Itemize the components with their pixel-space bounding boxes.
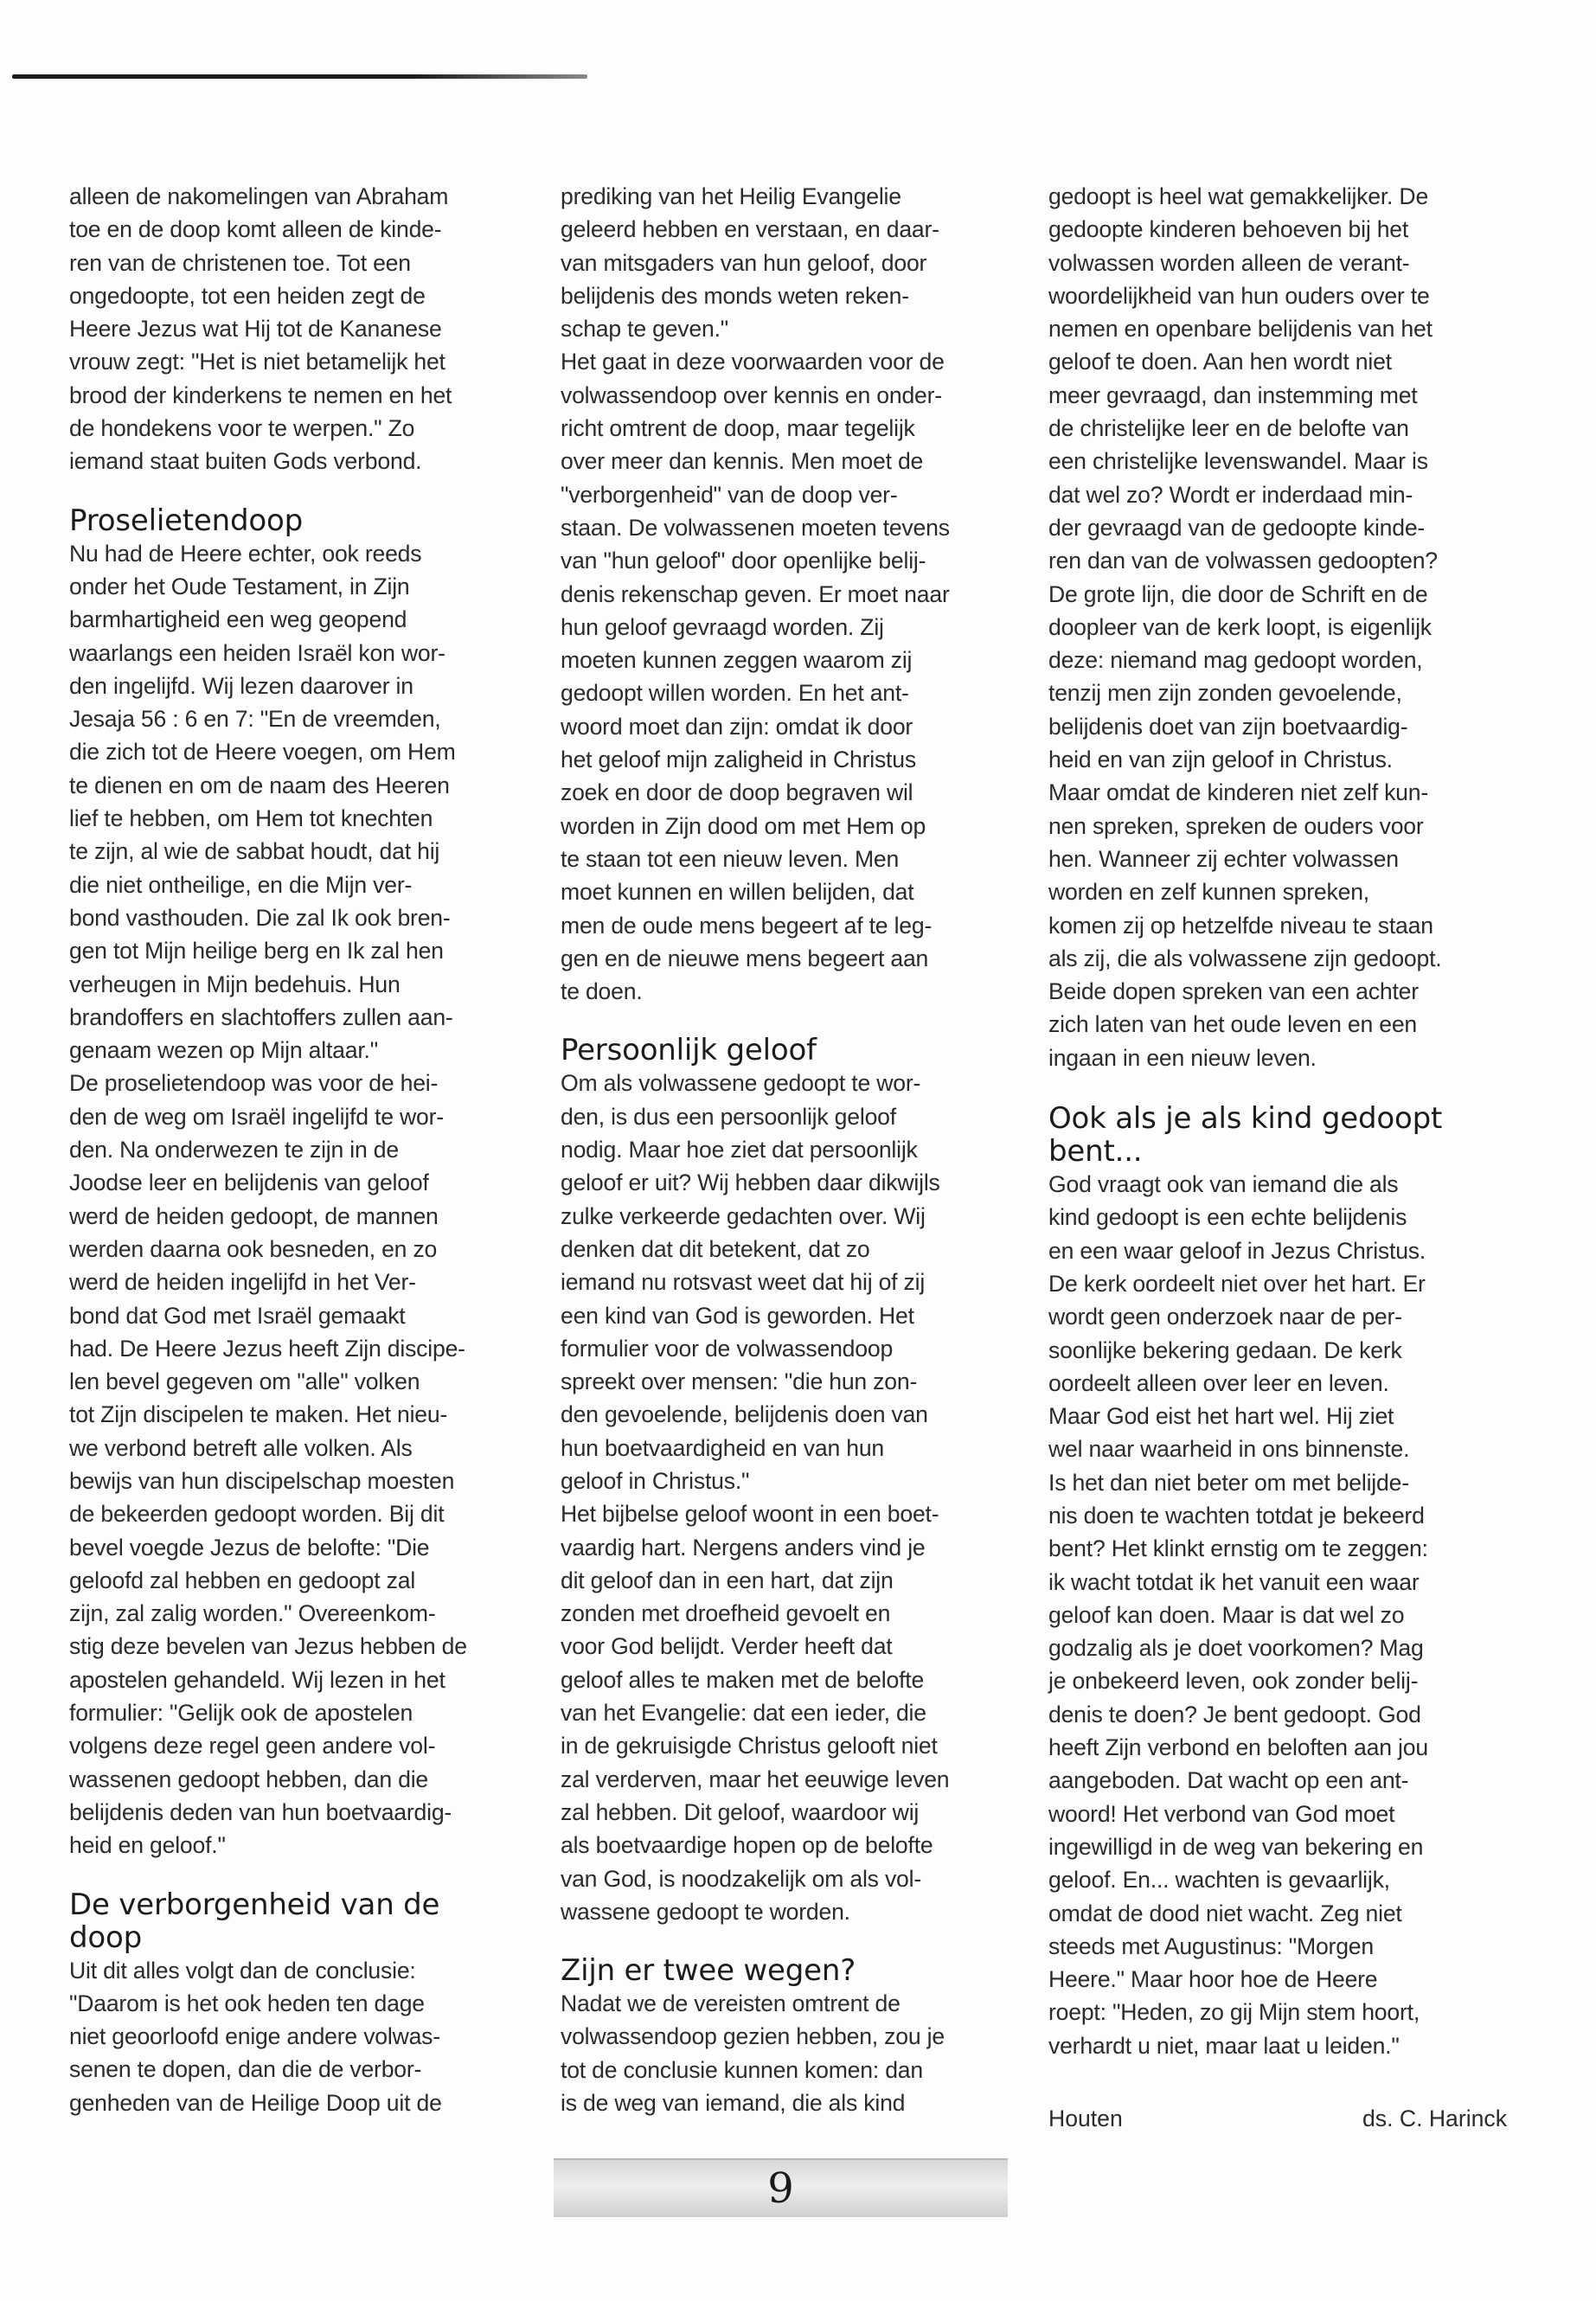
column-2-section-2: Nadat we de vereisten omtrent de volwassendoop gezien hebben, zou je tot de conclusie kunnen komen: dan is de weg van iemand, die als kind	[561, 1990, 945, 2117]
heading-persoonlijk-geloof: Persoonlijk geloof	[561, 1033, 817, 1068]
top-rule	[12, 74, 587, 79]
signature	[1048, 2102, 1507, 2135]
signature-place: Houten	[1048, 2106, 1123, 2131]
heading-twee-wegen: Zijn er twee wegen?	[561, 1953, 856, 1989]
column-1-intro: alleen de nakomelingen van Abraham toe en de doop komt alleen de kinde- ren van de christenen toe. Tot een ongedoopte, tot een heiden zegt de Heere Jezus wat Hij tot de Kananese vrouw zegt: "Het is niet betamelijk het brood der kinderkens te nemen en het de hondekens voor te werpen." Zo iemand staat buiten Gods verbond.	[69, 183, 452, 475]
article-column-3	[1048, 180, 1507, 2062]
signature-author: ds. C. Harinck	[1362, 2106, 1507, 2131]
column-1-section-2: Uit dit alles volgt dan de conclusie: "Daarom is het ook heden ten dage niet geoorloofd enige andere volwas- senen te dopen, dan die de verbor- genheden van de Heilige Doop uit de	[69, 1957, 442, 2116]
heading-als-kind-gedoopt: Ook als je als kind gedoopt bent...	[1048, 1101, 1443, 1170]
heading-verborgenheid: De verborgenheid van de doop	[69, 1887, 440, 1955]
page-number: 9	[767, 2164, 794, 2213]
column-3-section-1: God vraagt ook van iemand die als kind gedoopt is een echte belijdenis en een waar geloof in Jezus Christus. De kerk oordeelt niet over het hart. Er wordt geen onderzoek naar de per- soonlijke bekering gedaan. De kerk oordeelt alleen over leer en leven. Maar God eist het hart wel. Hij ziet wel naar waarheid in ons binnenste. Is het dan niet beter om met belijde- nis doen te wachten totdat je bekeerd bent? Het klinkt ernstig om te zeggen: ik wacht totdat ik het vanuit een waar geloof kan doen. Maar is dat wel zo godzalig als je doet voorkomen? Mag je onbekeerd leven, ook zonder belij- denis te doen? Je bent gedoopt. God heeft Zijn verbond en beloften aan jou aangeboden. Dat wacht op een ant- woord! Het verbond van God moet ingewilligd in de weg van bekering en geloof. En... wachten is gevaarlijk, omdat de dood niet wacht. Zeg niet steeds met Augustinus: "Morgen Heere." Maar hoor hoe de Heere roept: "Heden, zo gij Mijn stem hoort, verhardt u niet, maar laat u leiden."	[1048, 1171, 1428, 2059]
column-1-section-1: Nu had de Heere echter, ook reeds onder het Oude Testament, in Zijn barmhartigheid een weg geopend waarlangs een heiden Israël kon wor- den ingelijfd. Wij lezen daarover in Jesaja 56 : 6 en 7: "En de vreemden, die zich tot de Heere voegen, om Hem te dienen en om de naam des Heeren lief te hebben, om Hem tot knechten te zijn, al wie de sabbat houdt, dat hij die niet ontheilige, en die Mijn ver- bond vasthouden. Die zal Ik ook bren- gen tot Mijn heilige berg en Ik zal hen verheugen in Mijn bedehuis. Hun brandoffers en slachtoffers zullen aan- genaam wezen op Mijn altaar." De proselietendoop was voor de hei- den de weg om Israël ingelijfd te wor- den. Na onderwezen te zijn in de Joodse leer en belijdenis van geloof werd de heiden gedoopt, de mannen werden daarna ook besneden, en zo werd de heiden ingelijfd in het Ver- bond dat God met Israël gemaakt had. De Heere Jezus heeft Zijn discipe- len bevel gegeven om "alle" volken tot Zijn discipelen te maken. Het nieu- we verbond betreft alle volken. Als bewijs van hun discipelschap moesten de bekeerden gedoopt worden. Bij dit bevel voegde Jezus de belofte: "Die geloofd zal hebben en gedoopt zal zijn, zal zalig worden." Overeenkom- stig deze bevelen van Jezus hebben de apostelen gehandeld. Wij lezen in het formulier: "Gelijk ook de apostelen volgens deze regel geen andere vol- wassenen gedoopt hebben, dan die belijdenis deden van hun boetvaardig- heid en geloof."	[69, 540, 467, 1859]
article-column-1	[69, 180, 519, 2119]
column-3-intro: gedoopt is heel wat gemakkelijker. De gedoopte kinderen behoeven bij het volwassen worden alleen de verant- woordelijkheid van hun ouders over te nemen en openbare belijdenis van het geloof te doen. Aan hen wordt niet meer gevraagd, dan instemming met de christelijke leer en de belofte van een christelijke levenswandel. Maar is dat wel zo? Wordt er inderdaad min- der gevraagd van de gedoopte kinde- ren dan van de volwassen gedoopten? De grote lijn, die door de Schrift en de doopleer van de kerk loopt, is eigenlijk deze: niemand mag gedoopt worden, tenzij men zijn zonden gevoelende, belijdenis doet van zijn boetvaardig- heid en van zijn geloof in Christus. Maar omdat de kinderen niet zelf kun- nen spreken, spreken de ouders voor hen. Wanneer zij echter volwassen worden en zelf kunnen spreken, komen zij op hetzelfde niveau te staan als zij, die als volwassene zijn gedoopt. Beide dopen spreken van een achter zich laten van het oude leven en een ingaan in een nieuw leven.	[1048, 183, 1442, 1071]
column-2-intro: prediking van het Heilig Evangelie geleerd hebben en verstaan, en daar- van mitsgaders van hun geloof, door belijdenis des monds weten reken- schap te geven." Het gaat in deze voorwaarden voor de volwassendoop over kennis en onder- richt omtrent de doop, maar tegelijk over meer dan kennis. Men moet de "verborgenheid" van de doop ver- staan. De volwassenen moeten tevens van "hun geloof" door openlijke belij- denis rekenschap geven. Er moet naar hun geloof gevraagd worden. Zij moeten kunnen zeggen waarom zij gedoopt willen worden. En het ant- woord moet dan zijn: omdat ik door het geloof mijn zaligheid in Christus zoek en door de doop begraven wil worden in Zijn dood om met Hem op te staan tot een nieuw leven. Men moet kunnen en willen belijden, dat men de oude mens begeert af te leg- gen en de nieuwe mens begeert aan te doen.	[561, 183, 950, 1005]
column-2-section-1: Om als volwassene gedoopt te wor- den, is dus een persoonlijk geloof nodig. Maar hoe ziet dat persoonlijk geloof er uit? Wij hebben daar dikwijls zulke verkeerde gedachten over. Wij denken dat dit betekent, dat zo iemand nu rotsvast weet dat hij of zij een kind van God is geworden. Het formulier voor de volwassendoop spreekt over mensen: "die hun zon- den gevoelende, belijdenis doen van hun boetvaardigheid en van hun geloof in Christus." Het bijbelse geloof woont in een boet- vaardig hart. Nergens anders vind je dit geloof dan in een hart, dat zijn zonden met droefheid gevoelt en voor God belijdt. Verder heeft dat geloof alles te maken met de belofte van het Evangelie: dat een ieder, die in de gekruisigde Christus gelooft niet zal verderven, maar het eeuwige leven zal hebben. Dit geloof, waardoor wij als boetvaardige hopen op de belofte van God, is noodzakelijk om als vol- wassene gedoopt te worden.	[561, 1070, 950, 1925]
heading-proselietendoop: Proselietendoop	[69, 503, 303, 538]
article-column-2	[561, 180, 1019, 2119]
